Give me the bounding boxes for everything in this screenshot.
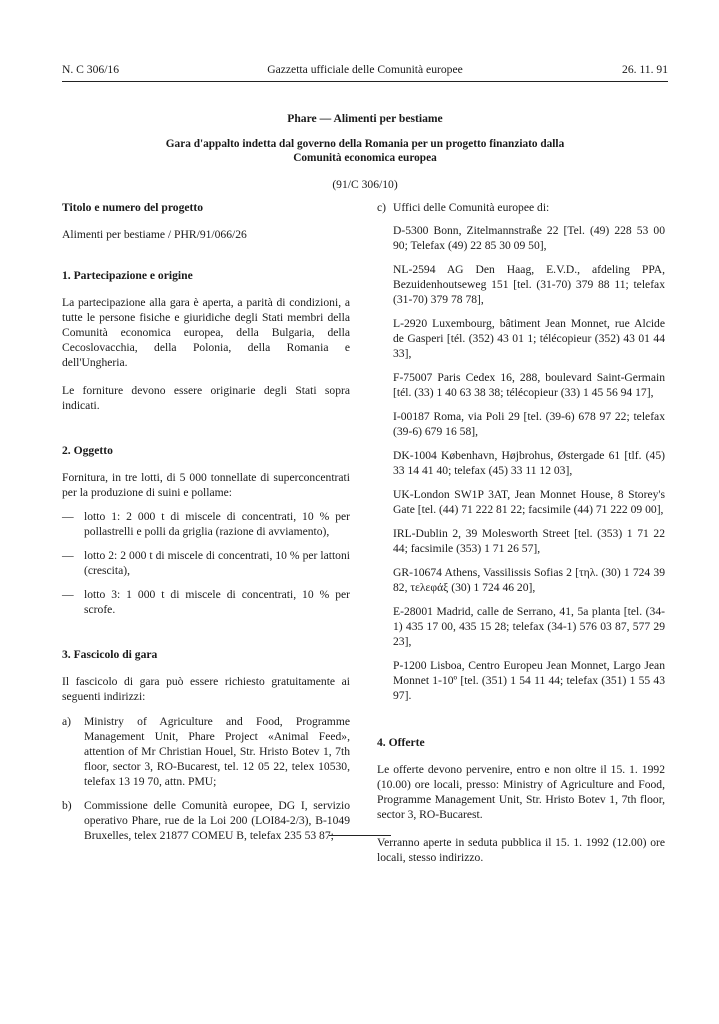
office-address: P-1200 Lisboa, Centro Europeu Jean Monnet, Largo Jean Monnet 1-10º [tel. (351) 1 54 11 44; telefax (351) 1 55 43 97]. [393,659,665,702]
office-address: DK-1004 København, Højbrohus, Østergade 61 [tlf. (45) 33 14 41 40; telefax (45) 33 11 12 03], [393,449,665,477]
document-subtitle: Gara d'appalto indetta dal governo della Romania per un progetto finanziato dalla Comunità economica europea [165,138,565,164]
item-marker: c) [377,201,387,214]
right-column [377,200,665,865]
publication-date: 26. 11. 91 [622,63,668,76]
item-text: Commissione delle Comunità europee, DG I, servizio operativo Phare, rue de la Loi 200 (LOI84-2/3), B-1049 Bruxelles, telex 21877 COMEU B, telefax 235 53 87; [84,799,350,842]
office-address: E-28001 Madrid, calle de Serrano, 41, 5a planta [tel. (34-1) 435 17 00, 435 15 28; telefax (34-1) 576 03 87, 577 29 23], [393,605,665,648]
office-address: D-5300 Bonn, Zitelmannstraße 22 [Tel. (49) 228 53 00 90; Telefax (49) 22 85 30 09 50], [393,224,665,252]
section-3-heading: 3. Fascicolo di gara [62,648,158,661]
office-address: I-00187 Roma, via Poli 29 [tel. (39-6) 678 97 22; telefax (39-6) 679 16 58], [393,410,665,438]
lot-text: lotto 3: 1 000 t di miscele di concentrati, 10 % per scrofe. [84,588,350,616]
title-block [62,111,668,192]
address-item [377,200,665,215]
end-divider [329,835,391,836]
journal-title: Gazzetta ufficiale delle Comunità europee [267,63,463,76]
section-4-paragraph-2: Verranno aperte in seduta pubblica il 15. 1. 1992 (12.00) ore locali, stesso indirizzo. [377,836,665,864]
document-title: Phare — Alimenti per bestiame [287,112,443,125]
office-address: L-2920 Luxembourg, bâtiment Jean Monnet, rue Alcide de Gasperi [tél. (352) 43 01 1; télécopieur (352) 43 01 44 33], [393,317,665,360]
item-marker: b) [62,799,72,812]
lot-text: lotto 1: 2 000 t di miscele di concentrati, 10 % per pollastrelli e polli da griglia (razione di avviamento), [84,510,350,538]
lot-dash: — [62,510,74,523]
page-header [62,62,668,78]
section-1-heading: 1. Partecipazione e origine [62,269,193,282]
item-text: Uffici delle Comunità europee di: [393,201,550,214]
left-column [62,200,350,852]
lot-text: lotto 2: 2 000 t di miscele di concentrati, 10 % per lattoni (crescita), [84,549,350,577]
office-address: IRL-Dublin 2, 39 Molesworth Street [tel. (353) 1 71 22 44; facsimile (353) 1 71 26 57], [393,527,665,555]
lot-dash: — [62,588,74,601]
section-4-heading: 4. Offerte [377,736,425,749]
project-text: Alimenti per bestiame / PHR/91/066/26 [62,228,247,241]
lot-item [62,548,350,578]
lot-item [62,509,350,539]
item-marker: a) [62,715,72,728]
project-heading: Titolo e numero del progetto [62,201,204,214]
section-4-paragraph-1: Le offerte devono pervenire, entro e non oltre il 15. 1. 1992 (10.00) ore locali, presso: Ministry of Agriculture and Food, Programme Management Unit, Str. Hristo Botev 1, 7th floor, sector 3, RO-Bucarest. [377,763,665,821]
section-1-paragraph-1: La partecipazione alla gara è aperta, a parità di condizioni, a tutte le persone fisiche e giuridiche degli Stati membri della Comunità economica europea, della Bulgaria, della Cecoslovacchia, della Polonia, della Romania e dell'Ungheria. [62,296,350,369]
office-address: F-75007 Paris Cedex 16, 288, boulevard Saint-Germain [tél. (33) 1 40 63 38 38; télécopieur (33) 1 45 56 94 17], [393,371,665,399]
header-divider [62,81,668,82]
lot-dash: — [62,549,74,562]
document-reference: (91/C 306/10) [332,178,398,191]
office-address: NL-2594 AG Den Haag, E.V.D., afdeling PPA, Bezuidenhoutseweg 151 [tel. (31-70) 379 88 11; telefax (31-70) 379 78 78], [393,263,665,306]
section-2-heading: 2. Oggetto [62,444,113,457]
section-3-paragraph: Il fascicolo di gara può essere richiesto gratuitamente ai seguenti indirizzi: [62,675,350,703]
address-item [62,798,350,843]
section-2-paragraph: Fornitura, in tre lotti, di 5 000 tonnellate di superconcentrati per la produzione di suini e pollame: [62,471,350,499]
office-address: UK-London SW1P 3AT, Jean Monnet House, 8 Storey's Gate [tel. (44) 71 222 81 22; facsimile (44) 71 222 09 00], [393,488,665,516]
item-text: Ministry of Agriculture and Food, Programme Management Unit, Phare Project «Animal Feed», attention of Mr Christian Houel, Str. Hristo Botev 1, 7th floor, sector 3, RO-Bucarest, tel. 12 05 22, telex 10530, telefax 13 19 70, attn. PMU; [84,715,350,788]
lot-item [62,587,350,617]
section-1-paragraph-2: Le forniture devono essere originarie degli Stati sopra indicati. [62,384,350,412]
journal-number: N. C 306/16 [62,63,120,76]
address-item [62,714,350,789]
office-address: GR-10674 Athens, Vassilissis Sofias 2 [τηλ. (30) 1 724 39 82, τελεφάξ (30) 1 724 46 20], [393,566,665,594]
